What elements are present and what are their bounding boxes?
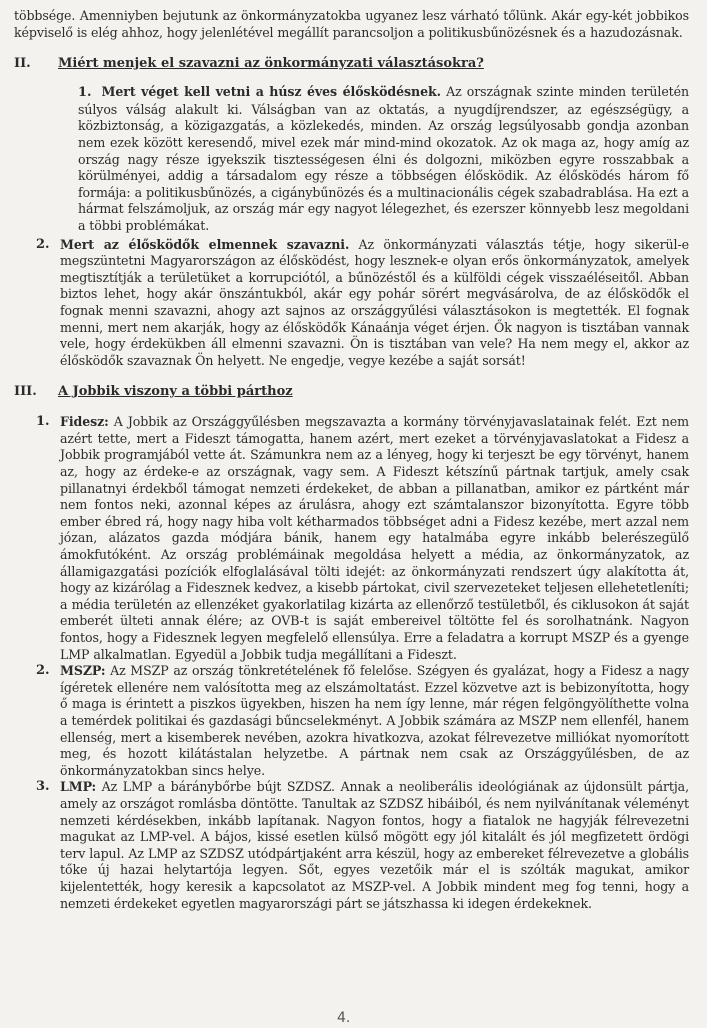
list-item bbox=[36, 779, 689, 912]
item-text: Az MSZP az ország tönkretételének fő felelőse. Szégyen és gyalázat, hogy a Fidesz a nagy ígéretek ellenére nem valósította meg az elszámoltatást. Ezzel közvetve azt is bebizonyította, hogy ő maga is érintett a piszkos ügyekben, hiszen ha nem így lenne, már régen felgöngyölíthette volna a temérdek politikai és gazdasági bűncselekményt. A Jobbik számára az MSZP nem ellenfél, hanem ellenség, mert a kisemberek nevében, azokra hivatkozva, azokat félrevezetve milliókat nyomorított meg, és hozott kilátástalan helyzetbe. A pártnak nem csak az Országgyűlésben, de az önkormányzatokban sincs helye. bbox=[60, 663, 689, 778]
section-heading-3 bbox=[14, 383, 689, 400]
section-title: Miért menjek el szavazni az önkormányzati választásokra? bbox=[58, 56, 484, 72]
item-lead: Mert véget kell vetni a húsz éves élősködésnek. bbox=[101, 84, 441, 100]
item-number: 3. bbox=[36, 779, 50, 795]
list-item bbox=[36, 663, 689, 779]
item-lead: Mert az élősködők elmennek szavazni. bbox=[60, 236, 350, 252]
section-number: II. bbox=[14, 56, 31, 72]
item-text: A Jobbik az Országgyűlésben megszavazta a kormány törvényjavaslatainak felét. Ezt nem azért tette, mert a Fideszt támogatta, hanem azért, mert ezeket a törvényjavaslatokat a Fidesz a Jobbik programjából vette át. Számunkra nem az a lényeg, hogy ki terjeszt be egy törvényt, hanem az, hogy az érdeke-e az országnak, vagy sem. A Fideszt kétszínű pártnak tartjuk, amely csak pillanatnyi érdekből támogat nemzeti érdekeket, de abban a pillanatban, amikor ez pártként már nem fontos neki, azonnal képes az árulásra, ahogy ezt számtalanszor bizonyította. Egyre több ember ébred rá, hogy nagy hiba volt kétharmados többséget adni a Fidesz kezébe, mert azzal nem józan, alázatos gazda módjára bánik, hanem egy hatalmába egyre inkább belerészegülő ámokfutóként. Az ország problémáinak megoldása helyett a média, az önkormányzatok, az államigazgatási pozíciók elfoglalásával tölti idejét: az önkormányzati rendszert úgy alakította át, hogy az kizárólag a Fidesznek kedvez, a kisebb pártokat, civil szervezeteket teljesen ellehetetleníti; a média területén az ellenzéket gyakorlatilag kizárta az ellenőrző testületből, és ciklusokon át saját emberét ülteti annak élére; az OVB-t is saját embereivel töltötte fel és sorolhatnánk. Nagyon fontos, hogy a Fidesznek legyen megfelelő ellensúlya. Erre a feladatra a korrupt MSZP és a gyenge LMP alkalmatlan. Egyedül a Jobbik tudja megállítani a Fideszt. bbox=[60, 414, 689, 662]
item-text: Az LMP a báránybőrbe bújt SZDSZ. Annak a neoliberális ideológiának az újdonsült pártja, amely az országot romlásba döntötte. Tanultak az SZDSZ hibáiból, és nem nyilvánítanak véleményt nemzeti kérdésekben, inkább lapítanak. Nagyon fontos, hogy a fiatalok ne hagyják félrevezetni magukat az LMP-vel. A bájos, kissé esetlen külső mögött egy jól kitalált és jól megfizetett ördögi terv lapul. Az LMP az SZDSZ utódpártjaként arra készül, hogy az embereket félrevezetve a globális tőke új hazai helytartója legyen. Sőt, egyes vezetőik már el is szólták magukat, amikor kijelentették, hogy keresik a kapcsolatot az MSZP-vel. A Jobbik mindent meg fog tenni, hogy a nemzeti érdekeket egyetlen magyarországi párt se játszhassa ki idegen érdekeknek. bbox=[60, 779, 689, 911]
intro-paragraph: többsége. Amenniyben bejutunk az önkormányzatokba ugyanez lesz várható tőlünk. Akár egy-két jobbikos képviselő is elég ahhoz, hogy jelenlétével megállít parancsoljon a politikusbűnözésnek és a hazudozásnak. bbox=[14, 8, 689, 40]
item-lead: Fidesz: bbox=[60, 414, 109, 430]
item-lead: MSZP: bbox=[60, 663, 106, 679]
item-text: Az önkormányzati választás tétje, hogy sikerül-e megszüntetni Magyarországon az élősködést, hogy lesznek-e olyan erős önkormányzatok, amelyek megtisztítják a területüket a korrupciótól, a bűnözéstől és a külföldi cégek visszaéléseitől. Abban biztos lehet, hogy akár önszántukból, akár egy pohár sörért megvásárolva, de az élősködők el fognak menni szavazni, ahogy azt sajnos az országgyűlési választásokon is megtették. El fognak menni, mert nem akarják, hogy az élősködők Kánaánja véget érjen. Ők nagyon is tisztában vannak vele, hogy érdekükben áll elmenni szavazni. Ön is tisztában van vele? Ha nem megy el, akkor az élősködők szavaznak Ön helyett. Ne engedje, vegye kezébe a saját sorsát! bbox=[60, 236, 689, 368]
section-heading-2 bbox=[14, 55, 689, 72]
list-item bbox=[36, 414, 689, 663]
item-number: 1. bbox=[36, 414, 50, 430]
item-text: Az országnak szinte minden területén súlyos válság alakult ki. Válságban van az oktatás, a nyugdíjrendszer, az egészségügy, a közbiztonság, a közigazgatás, a közlekedés, minden. Az ország legsúlyosabb gondja azonban nem ezek között keresendő, mivel ezek már mind-mind okozatok. Az ok maga az, hogy amíg az ország nagy része igyekszik tisztességesen élni és dolgozni, miközben egyre rosszabbak a körülményei, addig a társadalom egy része a többségen élősködik. Az élősködés három fő formája: a politikusbűnözés, a cigánybűnözés és a multinacionális cégek szabadrablása. Ha ezt a hármat felszámoljuk, az ország már egy nagyot lélegezhet, és ezerszer könnyebb lesz megoldani a többi problémákat. bbox=[78, 84, 689, 233]
item-number: 2. bbox=[36, 663, 50, 679]
section-title: A Jobbik viszony a többi párthoz bbox=[58, 384, 293, 400]
item-lead: LMP: bbox=[60, 779, 97, 795]
list-item bbox=[78, 84, 689, 234]
item-number: 1. bbox=[78, 85, 92, 101]
list-item bbox=[36, 237, 689, 370]
page-number: 4. bbox=[337, 1010, 351, 1026]
item-number: 2. bbox=[36, 236, 50, 252]
section-number: III. bbox=[14, 384, 37, 400]
